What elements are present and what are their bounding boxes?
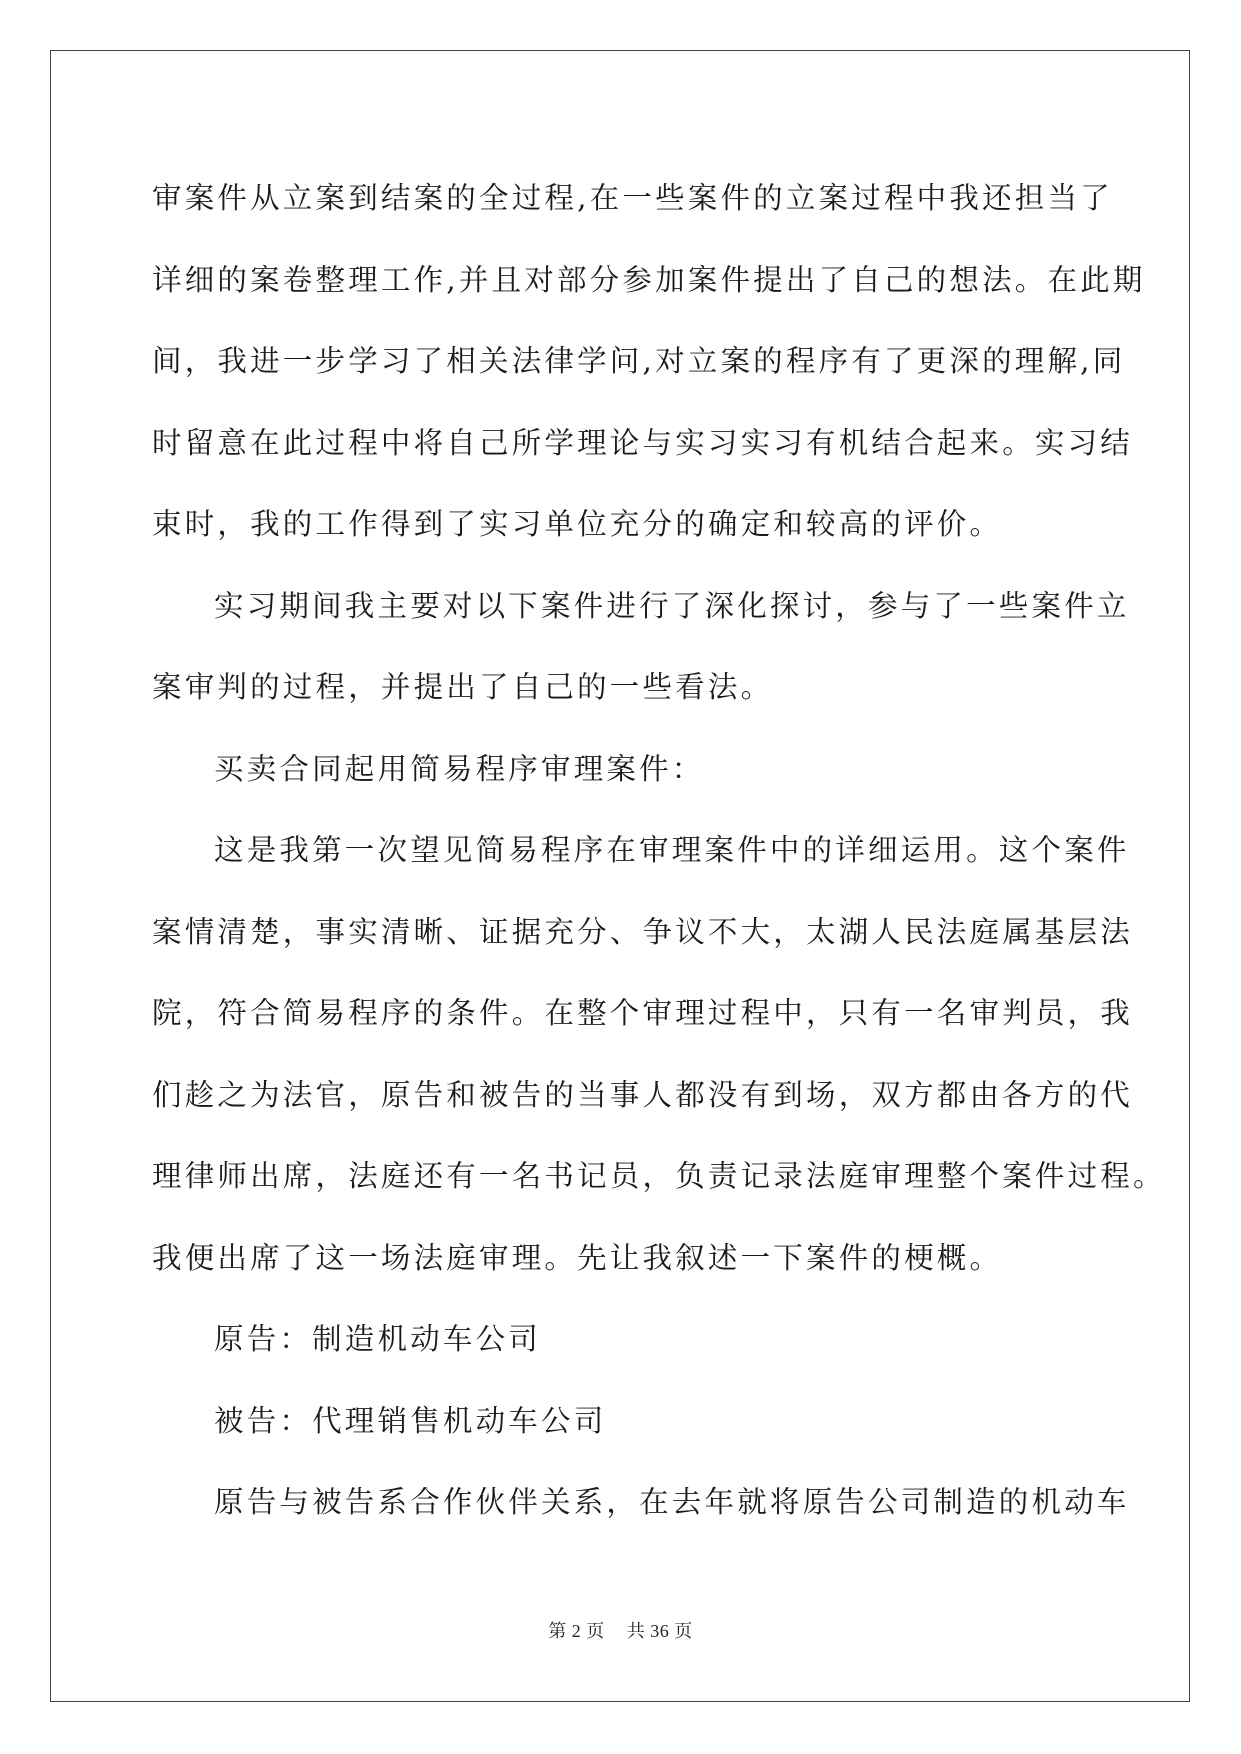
text-line: 我便出席了这一场法庭审理。先让我叙述一下案件的梗概。 bbox=[152, 1240, 1003, 1275]
plaintiff-line: 原告：制造机动车公司 bbox=[214, 1322, 542, 1356]
text-line: 审案件从立案到结案的全过程,在一些案件的立案过程中我还担当了 bbox=[152, 181, 1113, 215]
defendant-line: 被告：代理销售机动车公司 bbox=[214, 1403, 607, 1438]
text-line: 这是我第一次望见简易程序在审理案件中的详细运用。这个案件 bbox=[214, 833, 1130, 867]
text-line: 案情清楚，事实清晰、证据充分、争议不大，太湖人民法庭属基层法 bbox=[152, 914, 1134, 949]
text-line: 理律师出席，法庭还有一名书记员，负责记录法庭审理整个案件过程。 bbox=[152, 1159, 1166, 1193]
page-footer bbox=[0, 1617, 1241, 1643]
text-line: 实习期间我主要对以下案件进行了深化探讨，参与了一些案件立 bbox=[214, 588, 1130, 623]
page-number: 第 2 页 bbox=[548, 1621, 605, 1641]
document-body bbox=[152, 158, 1166, 1544]
text-line: 原告与被告系合作伙伴关系，在去年就将原告公司制造的机动车 bbox=[214, 1485, 1130, 1519]
text-line: 们趁之为法官，原告和被告的当事人都没有到场，双方都由各方的代 bbox=[152, 1077, 1134, 1112]
section-heading: 买卖合同起用简易程序审理案件： bbox=[214, 751, 705, 786]
text-line: 时留意在此过程中将自己所学理论与实习实习有机结合起来。实习结 bbox=[152, 425, 1134, 460]
text-block bbox=[152, 158, 1166, 1544]
text-line: 束时，我的工作得到了实习单位充分的确定和较高的评价。 bbox=[152, 507, 1003, 541]
page-total: 共 36 页 bbox=[626, 1621, 693, 1641]
text-line: 案审判的过程，并提出了自己的一些看法。 bbox=[152, 670, 774, 704]
text-line: 详细的案卷整理工作,并且对部分参加案件提出了自己的想法。在此期 bbox=[152, 262, 1146, 297]
text-line: 院，符合简易程序的条件。在整个审理过程中，只有一名审判员，我 bbox=[152, 996, 1134, 1030]
text-line: 间，我进一步学习了相关法律学问,对立案的程序有了更深的理解,同 bbox=[152, 344, 1126, 378]
